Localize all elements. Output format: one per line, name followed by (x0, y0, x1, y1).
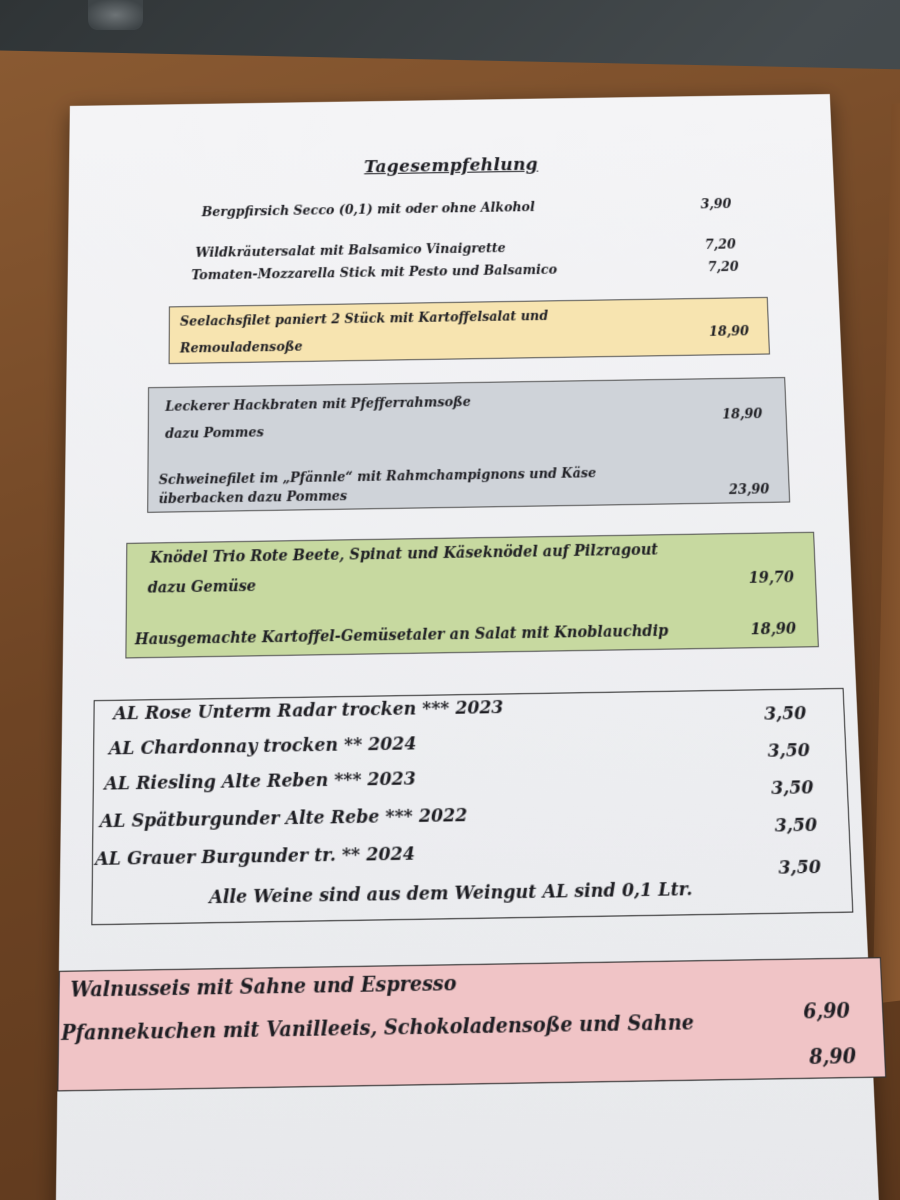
wine-name: AL Rose Unterm Radar trocken *** 2023 (113, 696, 504, 724)
item-name-line1: Leckerer Hackbraten mit Pfefferrahmsoße (165, 393, 471, 414)
dessert-item (60, 965, 880, 1025)
meat-box (147, 377, 790, 513)
item-price: 18,90 (750, 620, 797, 639)
item-name: Bergpfirsich Secco (0,1) mit oder ohne Alkohol (201, 198, 535, 220)
item-name-line1: Seelachsfilet paniert 2 Stück mit Kartoffelsalat und (179, 307, 549, 329)
menu-title: Tagesempfehlung (363, 154, 539, 178)
item-name: Wildkräutersalat mit Balsamico Vinaigrette (195, 239, 506, 260)
wine-price: 3,50 (777, 856, 822, 879)
dessert-price: 6,90 (802, 999, 851, 1025)
menu-item (127, 539, 813, 567)
menu-item (69, 194, 835, 220)
item-name-line1: Knödel Trio Rote Beete, Spinat und Käseknödel auf Pilzragout (149, 541, 659, 567)
wine-item (94, 761, 846, 799)
menu-item (127, 620, 817, 649)
menu-item (127, 569, 815, 597)
item-name-line2: dazu Gemüse (147, 578, 257, 597)
dessert-box (57, 957, 886, 1091)
item-price: 7,20 (707, 258, 739, 275)
dessert-item (59, 1008, 882, 1070)
wine-name: AL Spätburgunder Alte Rebe *** 2022 (99, 804, 468, 832)
veggie-box (125, 532, 819, 659)
menu-item (148, 461, 787, 488)
folder-flap (873, 96, 900, 1004)
item-price: 18,90 (721, 405, 763, 422)
wine-item (95, 691, 843, 724)
menu-item (149, 405, 786, 442)
glass (88, 0, 143, 30)
wine-name: AL Chardonnay trocken ** 2024 (108, 732, 417, 759)
menu-item (170, 322, 768, 356)
item-name-line2: dazu Pommes (165, 423, 264, 442)
fish-box (169, 297, 770, 364)
wine-price: 3,50 (763, 702, 807, 724)
wine-price: 3,50 (767, 739, 811, 762)
menu-sheet (54, 94, 883, 1200)
wine-box (91, 688, 853, 925)
wine-price: 3,50 (774, 814, 818, 836)
dessert-price: 8,90 (808, 1044, 857, 1070)
item-price: 18,90 (708, 322, 750, 339)
item-name-line1: Schweinefilet im „Pfännle“ mit Rahmchampignons und Käse (158, 464, 597, 488)
item-name-line2: überbacken dazu Pommes (158, 487, 348, 507)
wine-note-row (93, 876, 851, 908)
item-price: 19,70 (748, 569, 795, 588)
item-price: 3,90 (700, 195, 732, 212)
item-price: 23,90 (728, 480, 770, 498)
wine-note: Alle Weine sind aus dem Weingut AL sind 0,1 Ltr. (209, 878, 693, 908)
item-price: 7,20 (704, 236, 737, 252)
wine-item (93, 836, 849, 879)
wine-item (94, 798, 848, 836)
dessert-name: Walnusseis mit Sahne und Espresso (70, 972, 457, 1003)
item-name-line2: Remouladensoße (179, 338, 303, 356)
menu-item (170, 304, 767, 329)
dessert-name: Pfannekuchen mit Vanilleeis, Schokoladensoße und Sahne (61, 1011, 695, 1046)
wine-price: 3,50 (770, 776, 814, 799)
wine-item (94, 726, 844, 762)
item-name: Tomaten-Mozzarella Stick mit Pesto und Balsamico (191, 261, 558, 283)
menu-item (68, 235, 836, 260)
item-name: Hausgemachte Kartoffel-Gemüsetaler an Salat mit Knoblauchdip (134, 622, 669, 649)
menu-item (68, 257, 837, 283)
wine-name: AL Grauer Burgunder tr. ** 2024 (95, 842, 415, 870)
wine-name: AL Riesling Alte Reben *** 2023 (104, 767, 416, 794)
